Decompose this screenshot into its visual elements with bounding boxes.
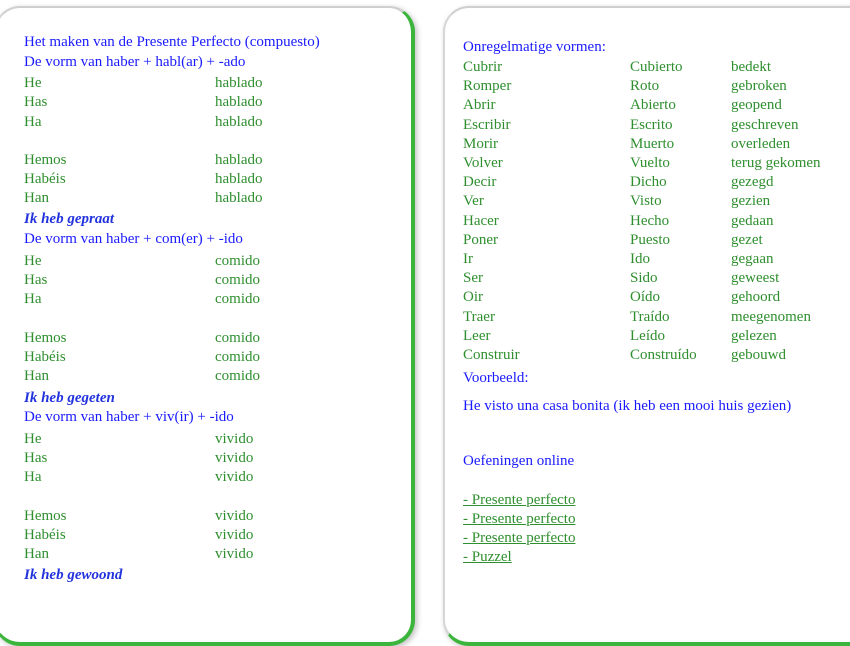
section-heading: De vorm van haber + viv(ir) + -ido: [24, 409, 234, 425]
conj-subject: Ha: [24, 114, 42, 130]
section-heading: De vorm van haber + habl(ar) + -ado: [24, 54, 246, 70]
exercise-link[interactable]: - Presente perfecto: [463, 492, 576, 508]
conj-subject: Ha: [24, 469, 42, 485]
conj-participle: hablado: [215, 171, 263, 187]
translation: Ik heb gegeten: [24, 390, 115, 406]
participle: Ido: [630, 251, 650, 267]
example-sentence: He visto una casa bonita (ik heb een mooi huis gezien): [463, 398, 792, 414]
conj-participle: vivido: [215, 508, 254, 524]
conj-participle: vivido: [215, 469, 254, 485]
participle: Puesto: [630, 232, 671, 248]
participle: Dicho: [630, 174, 667, 190]
exercise-link[interactable]: - Presente perfecto: [463, 530, 576, 546]
conj-subject: Han: [24, 546, 49, 562]
translation-nl: gebouwd: [731, 347, 786, 363]
translation-nl: meegenomen: [731, 309, 811, 325]
conj-subject: He: [24, 431, 42, 447]
infinitive: Ser: [463, 270, 483, 286]
translation-nl: geschreven: [731, 117, 799, 133]
conj-participle: vivido: [215, 450, 254, 466]
conj-subject: Ha: [24, 291, 42, 307]
irregular-title: Onregelmatige vormen:: [463, 39, 606, 55]
exercise-link[interactable]: - Presente perfecto: [463, 511, 576, 527]
conj-subject: Han: [24, 368, 49, 384]
participle: Cubierto: [630, 59, 683, 75]
example-label: Voorbeeld:: [463, 370, 529, 386]
translation-nl: gegaan: [731, 251, 774, 267]
infinitive: Ver: [463, 193, 484, 209]
infinitive: Hacer: [463, 213, 499, 229]
participle: Oído: [630, 289, 660, 305]
translation: Ik heb gepraat: [24, 211, 114, 227]
infinitive: Escribir: [463, 117, 511, 133]
conj-subject: Hemos: [24, 508, 67, 524]
conj-subject: Hemos: [24, 152, 67, 168]
exercises-label: Oefeningen online: [463, 453, 575, 469]
participle: Traído: [630, 309, 670, 325]
infinitive: Traer: [463, 309, 495, 325]
conj-participle: hablado: [215, 75, 263, 91]
infinitive: Romper: [463, 78, 512, 94]
conj-subject: Habéis: [24, 349, 66, 365]
conj-participle: hablado: [215, 190, 263, 206]
conj-participle: comido: [215, 272, 260, 288]
translation-nl: gebroken: [731, 78, 787, 94]
conj-subject: Hemos: [24, 330, 67, 346]
participle: Hecho: [630, 213, 670, 229]
left-title: Het maken van de Presente Perfecto (compuesto): [24, 34, 320, 50]
left-panel: [0, 6, 415, 646]
conj-participle: comido: [215, 253, 260, 269]
conj-participle: hablado: [215, 94, 263, 110]
infinitive: Ir: [463, 251, 473, 267]
conj-subject: He: [24, 253, 42, 269]
participle: Escrito: [630, 117, 673, 133]
translation-nl: gelezen: [731, 328, 777, 344]
translation-nl: terug gekomen: [731, 155, 821, 171]
conj-participle: comido: [215, 291, 260, 307]
participle: Abierto: [630, 97, 676, 113]
conj-participle: comido: [215, 349, 260, 365]
translation-nl: geweest: [731, 270, 780, 286]
infinitive: Cubrir: [463, 59, 503, 75]
puzzle-link[interactable]: - Puzzel: [463, 549, 512, 565]
participle: Visto: [630, 193, 662, 209]
conj-participle: hablado: [215, 114, 263, 130]
conj-subject: He: [24, 75, 42, 91]
conj-participle: vivido: [215, 431, 254, 447]
conj-subject: Has: [24, 450, 48, 466]
translation-nl: overleden: [731, 136, 791, 152]
conj-participle: vivido: [215, 527, 254, 543]
infinitive: Leer: [463, 328, 491, 344]
conj-subject: Han: [24, 190, 49, 206]
infinitive: Oir: [463, 289, 483, 305]
participle: Leído: [630, 328, 665, 344]
infinitive: Morir: [463, 136, 498, 152]
translation-nl: gedaan: [731, 213, 774, 229]
section-heading: De vorm van haber + com(er) + -ido: [24, 231, 243, 247]
participle: Roto: [630, 78, 660, 94]
participle: Sido: [630, 270, 658, 286]
infinitive: Poner: [463, 232, 498, 248]
translation-nl: gezien: [731, 193, 771, 209]
infinitive: Abrir: [463, 97, 496, 113]
conj-participle: comido: [215, 330, 260, 346]
participle: Construído: [630, 347, 697, 363]
translation-nl: gehoord: [731, 289, 781, 305]
participle: Muerto: [630, 136, 675, 152]
translation-nl: gezegd: [731, 174, 774, 190]
translation-nl: geopend: [731, 97, 782, 113]
infinitive: Construir: [463, 347, 520, 363]
infinitive: Volver: [463, 155, 503, 171]
translation-nl: bedekt: [731, 59, 771, 75]
translation: Ik heb gewoond: [24, 567, 123, 583]
translation-nl: gezet: [731, 232, 763, 248]
conj-subject: Has: [24, 272, 48, 288]
participle: Vuelto: [630, 155, 670, 171]
conj-participle: hablado: [215, 152, 263, 168]
conj-participle: vivido: [215, 546, 254, 562]
conj-subject: Habéis: [24, 527, 66, 543]
conj-subject: Has: [24, 94, 48, 110]
infinitive: Decir: [463, 174, 497, 190]
conj-subject: Habéis: [24, 171, 66, 187]
conj-participle: comido: [215, 368, 260, 384]
